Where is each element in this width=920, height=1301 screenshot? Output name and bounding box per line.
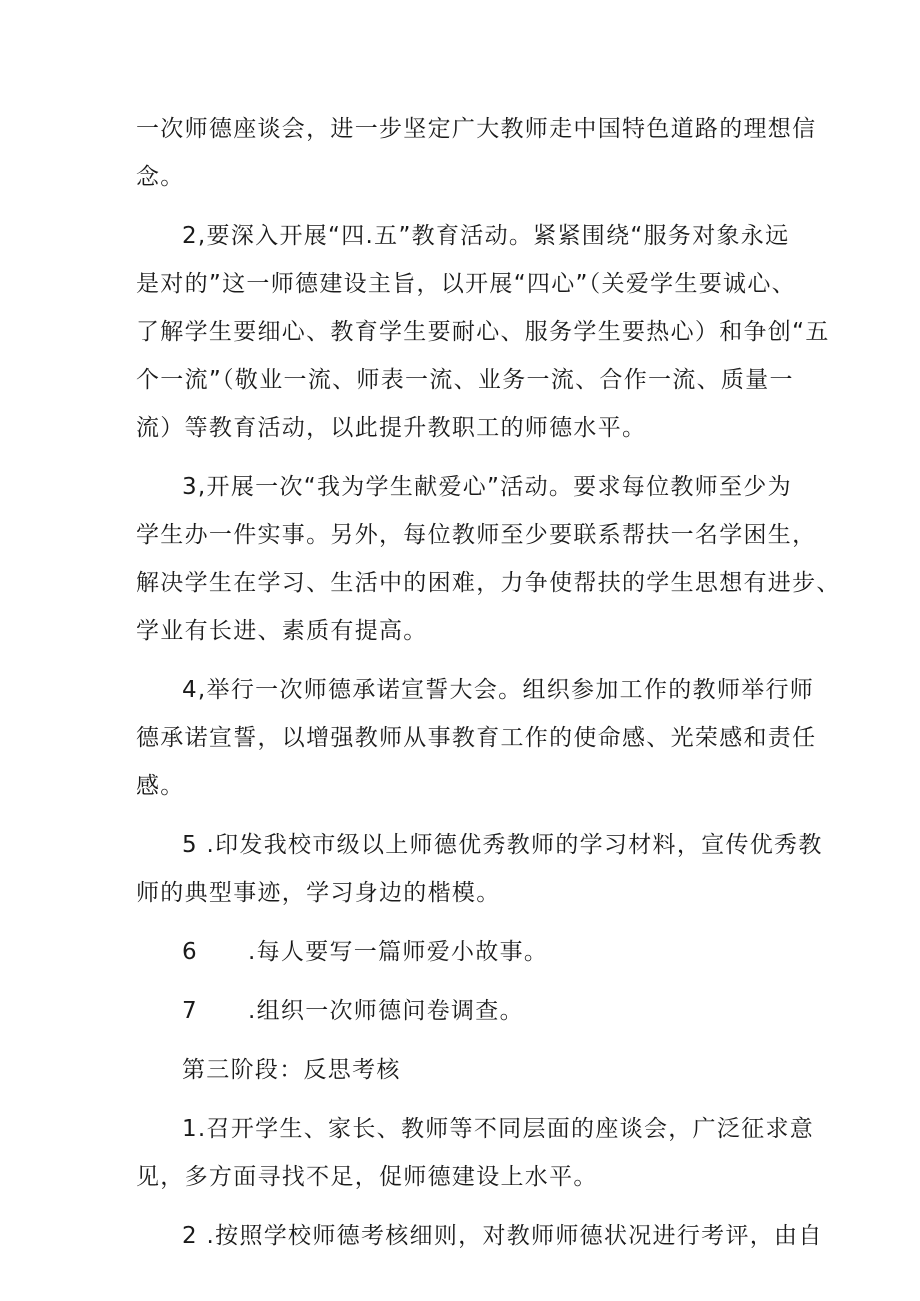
paragraph-line: 4,举行一次师德承诺宣誓大会。组织参加工作的教师举行师	[182, 677, 815, 703]
paragraph-line: 3,开展一次“我为学生献爱心”活动。要求每位教师至少为	[182, 474, 792, 500]
list-item-6	[136, 928, 806, 976]
paragraph-line: 感。	[136, 773, 185, 799]
paragraph-line: 个一流”（敬业一流、师表一流、业务一流、合作一流、质量一	[136, 367, 794, 393]
list-item-number: 6	[182, 939, 198, 965]
paragraph-line: 2 .按照学校师德考核细则，对教师师德状况进行考评，由自	[182, 1223, 823, 1249]
paragraph-line: 念。	[136, 164, 185, 190]
paragraph-line: 2,要深入开展“四.五”教育活动。紧紧围绕“服务对象永远	[182, 223, 790, 249]
paragraph-line: 是对的”这一师德建设主旨，以开展“四心”（关爱学生要诚心、	[136, 271, 796, 297]
paragraph-line: 5 .印发我校市级以上师德优秀教师的学习材料，宣传优秀教	[182, 832, 823, 858]
list-item-number: 7	[182, 998, 198, 1024]
list-item-7	[136, 987, 806, 1035]
list-item-text: .组织一次师德问卷调查。	[248, 998, 524, 1024]
section-heading: 第三阶段：反思考核	[182, 1057, 401, 1083]
paragraph-line: 学生办一件实事。另外，每位教师至少要联系帮扶一名学困生，	[136, 522, 817, 548]
document-body	[136, 105, 841, 1260]
paragraph-line: 学业有长进、素质有提高。	[136, 618, 428, 644]
paragraph-line: 德承诺宣誓，以增强教师从事教育工作的使命感、光荣感和责任	[136, 725, 817, 751]
paragraph-line: 见，多方面寻找不足，促师德建设上水平。	[136, 1164, 598, 1190]
paragraph-line: 了解学生要细心、教育学生要耐心、服务学生要热心）和争创“五	[136, 319, 830, 345]
paragraph-line: 流）等教育活动，以此提升教职工的师德水平。	[136, 415, 647, 441]
list-item-text: .每人要写一篇师爱小故事。	[248, 939, 549, 965]
paragraph-line: 师的典型事迹，学习身边的楷模。	[136, 880, 501, 906]
paragraph-line: 解决学生在学习、生活中的困难，力争使帮扶的学生思想有进步、	[136, 570, 841, 596]
paragraph-line: 一次师德座谈会，进一步坚定广大教师走中国特色道路的理想信	[136, 116, 817, 142]
paragraph-line: 1.召开学生、家长、教师等不同层面的座谈会，广泛征求意	[182, 1116, 815, 1142]
